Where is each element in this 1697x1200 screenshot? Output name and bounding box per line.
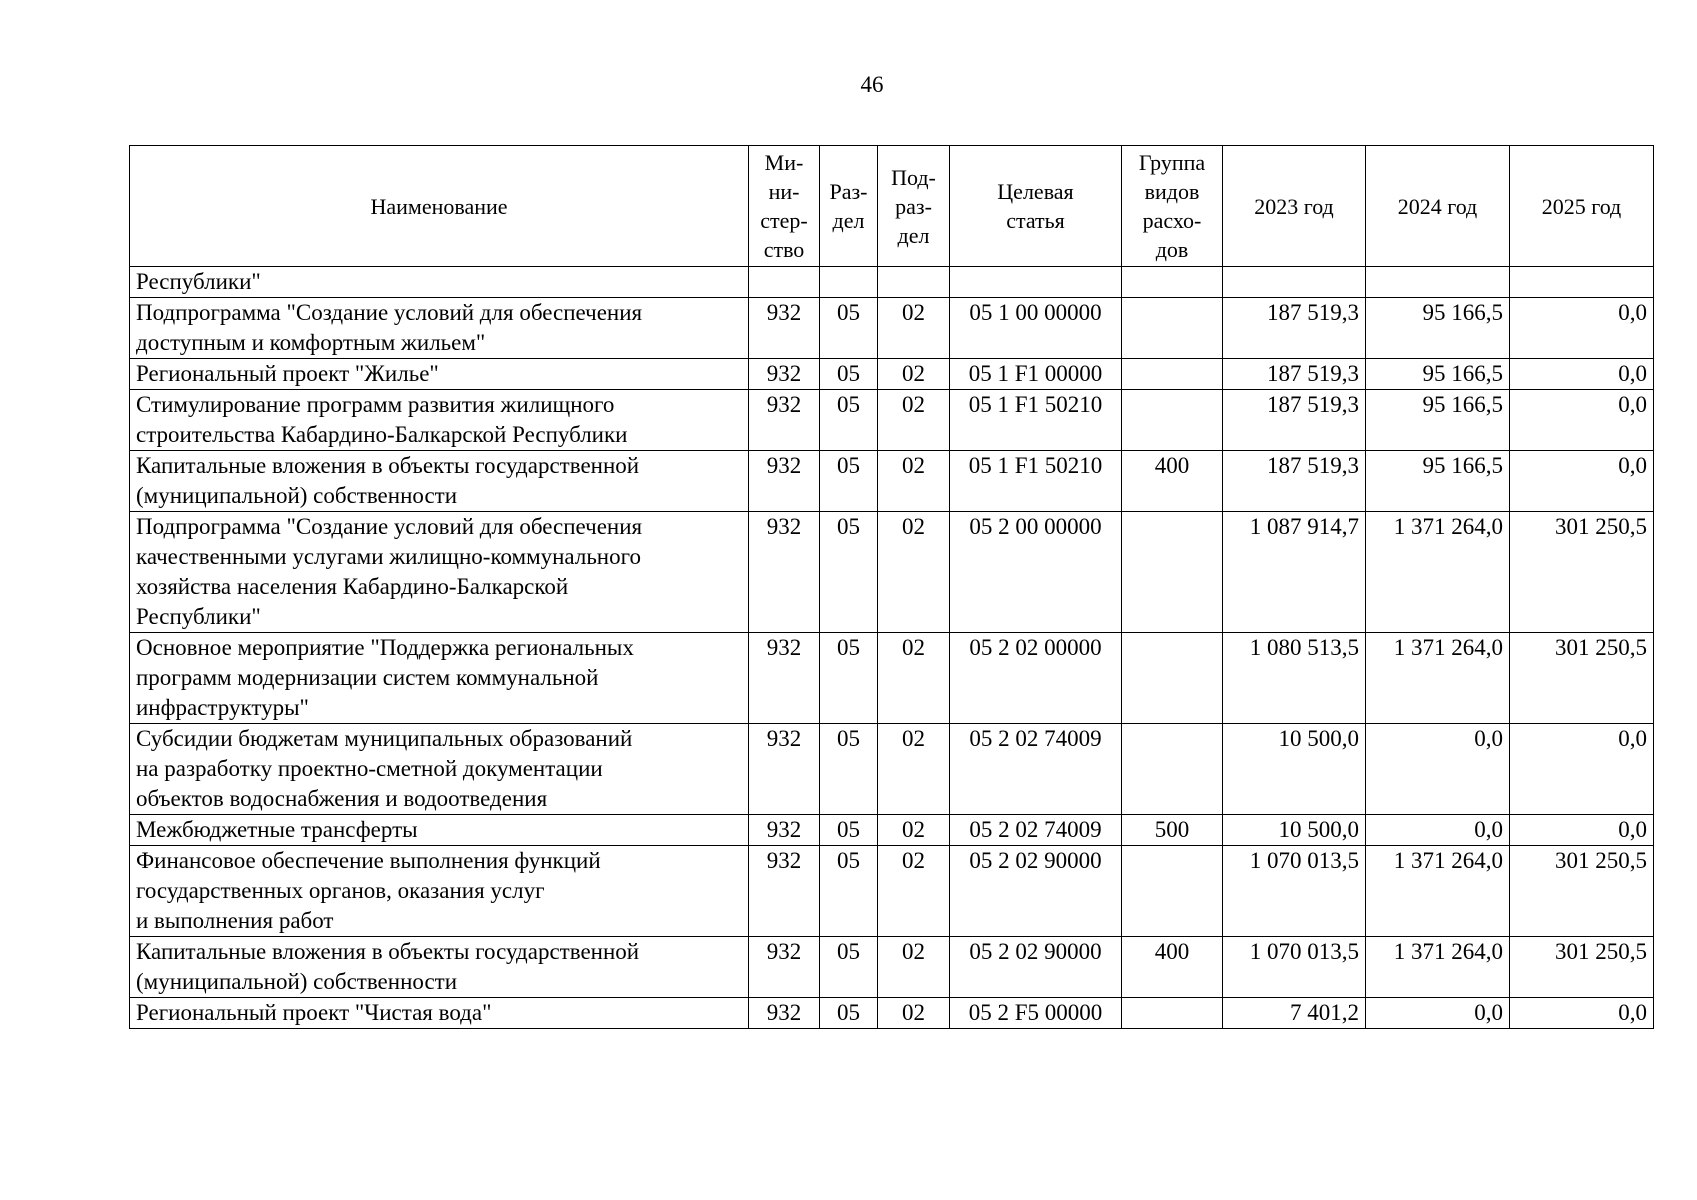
cell-2025: 301 250,5	[1510, 633, 1654, 724]
cell-section: 05	[820, 846, 878, 937]
cell-target	[950, 267, 1122, 298]
cell-ministry: 932	[749, 451, 820, 512]
cell-section: 05	[820, 998, 878, 1029]
cell-2024: 1 371 264,0	[1366, 512, 1510, 633]
cell-target: 05 1 F1 00000	[950, 359, 1122, 390]
table-row	[130, 998, 1654, 1029]
cell-2025: 0,0	[1510, 815, 1654, 846]
cell-name: Подпрограмма "Создание условий для обеспечения качественными услугами жилищно-коммунального хозяйства населения Кабардино-Балкарской Республики"	[130, 512, 749, 633]
cell-2024: 0,0	[1366, 815, 1510, 846]
cell-2025: 301 250,5	[1510, 846, 1654, 937]
cell-section: 05	[820, 298, 878, 359]
cell-section: 05	[820, 390, 878, 451]
cell-section: 05	[820, 937, 878, 998]
header-target: Целевая статья	[950, 146, 1122, 267]
cell-2024: 95 166,5	[1366, 451, 1510, 512]
cell-expense-group	[1122, 512, 1223, 633]
cell-2024: 0,0	[1366, 724, 1510, 815]
cell-ministry: 932	[749, 512, 820, 633]
cell-2025: 0,0	[1510, 298, 1654, 359]
cell-2025: 301 250,5	[1510, 512, 1654, 633]
cell-target: 05 2 02 74009	[950, 724, 1122, 815]
cell-2023: 10 500,0	[1223, 724, 1366, 815]
cell-section	[820, 267, 878, 298]
cell-2023	[1223, 267, 1366, 298]
cell-2025: 0,0	[1510, 724, 1654, 815]
cell-2023: 1 070 013,5	[1223, 937, 1366, 998]
header-section: Раз- дел	[820, 146, 878, 267]
cell-expense-group: 400	[1122, 937, 1223, 998]
cell-2024: 1 371 264,0	[1366, 846, 1510, 937]
cell-ministry: 932	[749, 846, 820, 937]
cell-expense-group: 400	[1122, 451, 1223, 512]
header-name: Наименование	[130, 146, 749, 267]
cell-subsection: 02	[878, 815, 950, 846]
cell-2024: 1 371 264,0	[1366, 937, 1510, 998]
cell-2023: 1 087 914,7	[1223, 512, 1366, 633]
cell-target: 05 2 00 00000	[950, 512, 1122, 633]
cell-subsection: 02	[878, 998, 950, 1029]
cell-2025: 0,0	[1510, 390, 1654, 451]
header-2024: 2024 год	[1366, 146, 1510, 267]
cell-2023: 187 519,3	[1223, 451, 1366, 512]
cell-ministry: 932	[749, 633, 820, 724]
cell-ministry: 932	[749, 815, 820, 846]
cell-ministry: 932	[749, 937, 820, 998]
table-row	[130, 267, 1654, 298]
cell-subsection: 02	[878, 724, 950, 815]
cell-2023: 187 519,3	[1223, 298, 1366, 359]
cell-subsection: 02	[878, 846, 950, 937]
cell-section: 05	[820, 724, 878, 815]
table-row	[130, 390, 1654, 451]
cell-section: 05	[820, 451, 878, 512]
cell-name: Подпрограмма "Создание условий для обеспечения доступным и комфортным жильем"	[130, 298, 749, 359]
cell-2025: 0,0	[1510, 998, 1654, 1029]
cell-name: Субсидии бюджетам муниципальных образований на разработку проектно-сметной документации объектов водоснабжения и водоотведения	[130, 724, 749, 815]
cell-target: 05 1 F1 50210	[950, 390, 1122, 451]
cell-ministry: 932	[749, 390, 820, 451]
cell-section: 05	[820, 359, 878, 390]
cell-subsection: 02	[878, 451, 950, 512]
cell-expense-group	[1122, 390, 1223, 451]
cell-2024: 1 371 264,0	[1366, 633, 1510, 724]
header-row	[130, 146, 1654, 267]
cell-target: 05 2 02 00000	[950, 633, 1122, 724]
cell-target: 05 2 02 90000	[950, 846, 1122, 937]
cell-ministry: 932	[749, 359, 820, 390]
cell-target: 05 2 02 74009	[950, 815, 1122, 846]
cell-name: Основное мероприятие "Поддержка региональных программ модернизации систем коммунальной инфраструктуры"	[130, 633, 749, 724]
cell-subsection: 02	[878, 390, 950, 451]
header-subsection: Под- раз- дел	[878, 146, 950, 267]
cell-expense-group: 500	[1122, 815, 1223, 846]
cell-name: Региональный проект "Жилье"	[130, 359, 749, 390]
cell-2023: 187 519,3	[1223, 390, 1366, 451]
header-2025: 2025 год	[1510, 146, 1654, 267]
table-row	[130, 451, 1654, 512]
cell-subsection: 02	[878, 512, 950, 633]
table-row	[130, 633, 1654, 724]
cell-2024	[1366, 267, 1510, 298]
cell-2025: 0,0	[1510, 451, 1654, 512]
cell-section: 05	[820, 815, 878, 846]
table-row	[130, 512, 1654, 633]
cell-expense-group	[1122, 846, 1223, 937]
table-row	[130, 815, 1654, 846]
cell-target: 05 1 F1 50210	[950, 451, 1122, 512]
cell-expense-group	[1122, 633, 1223, 724]
cell-subsection: 02	[878, 359, 950, 390]
cell-target: 05 2 F5 00000	[950, 998, 1122, 1029]
cell-name: Капитальные вложения в объекты государственной (муниципальной) собственности	[130, 937, 749, 998]
table-row	[130, 298, 1654, 359]
cell-ministry	[749, 267, 820, 298]
cell-ministry: 932	[749, 724, 820, 815]
cell-2023: 1 080 513,5	[1223, 633, 1366, 724]
table-row	[130, 846, 1654, 937]
table-row	[130, 937, 1654, 998]
cell-2023: 1 070 013,5	[1223, 846, 1366, 937]
cell-name: Региональный проект "Чистая вода"	[130, 998, 749, 1029]
header-expense-group: Группа видов расхо- дов	[1122, 146, 1223, 267]
cell-section: 05	[820, 633, 878, 724]
cell-subsection: 02	[878, 633, 950, 724]
table-row	[130, 359, 1654, 390]
cell-2025: 0,0	[1510, 359, 1654, 390]
cell-2023: 10 500,0	[1223, 815, 1366, 846]
cell-2023: 7 401,2	[1223, 998, 1366, 1029]
header-ministry: Ми- ни- стер- ство	[749, 146, 820, 267]
cell-target: 05 2 02 90000	[950, 937, 1122, 998]
cell-2025: 301 250,5	[1510, 937, 1654, 998]
cell-name: Финансовое обеспечение выполнения функций государственных органов, оказания услуг и выполнения работ	[130, 846, 749, 937]
header-2023: 2023 год	[1223, 146, 1366, 267]
table-body	[130, 267, 1654, 1029]
table-row	[130, 724, 1654, 815]
cell-2023: 187 519,3	[1223, 359, 1366, 390]
cell-2025	[1510, 267, 1654, 298]
cell-subsection: 02	[878, 937, 950, 998]
page-number: 46	[860, 72, 884, 97]
cell-name: Межбюджетные трансферты	[130, 815, 749, 846]
cell-2024: 95 166,5	[1366, 359, 1510, 390]
cell-expense-group	[1122, 998, 1223, 1029]
cell-name: Республики"	[130, 267, 749, 298]
cell-expense-group	[1122, 359, 1223, 390]
cell-expense-group	[1122, 724, 1223, 815]
cell-subsection: 02	[878, 298, 950, 359]
cell-2024: 0,0	[1366, 998, 1510, 1029]
cell-2024: 95 166,5	[1366, 390, 1510, 451]
cell-section: 05	[820, 512, 878, 633]
cell-name: Капитальные вложения в объекты государственной (муниципальной) собственности	[130, 451, 749, 512]
cell-ministry: 932	[749, 998, 820, 1029]
cell-ministry: 932	[749, 298, 820, 359]
cell-target: 05 1 00 00000	[950, 298, 1122, 359]
cell-name: Стимулирование программ развития жилищного строительства Кабардино-Балкарской Республики	[130, 390, 749, 451]
cell-2024: 95 166,5	[1366, 298, 1510, 359]
cell-expense-group	[1122, 267, 1223, 298]
cell-subsection	[878, 267, 950, 298]
budget-table	[129, 145, 1654, 1029]
cell-expense-group	[1122, 298, 1223, 359]
